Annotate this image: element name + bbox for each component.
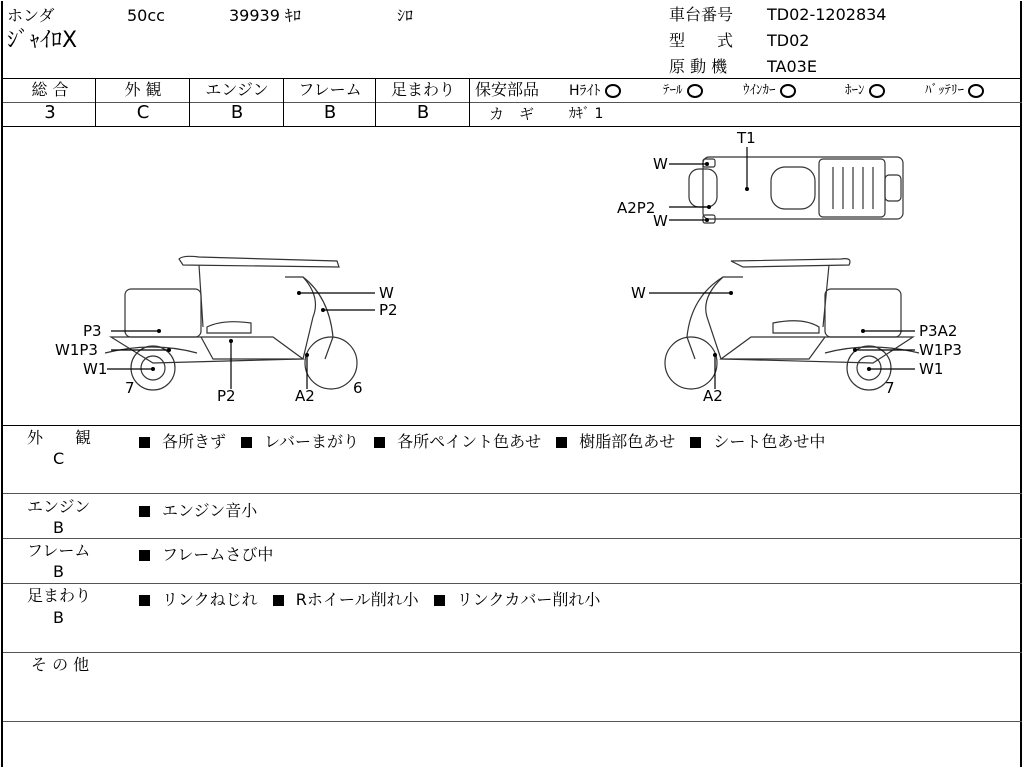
bullet-icon [139,506,150,517]
grade-engine-label: エンジン [205,80,269,99]
grade-total-label: 総 合 [31,80,69,99]
label-right-w: W [631,284,646,302]
label-right-7: 7 [885,379,895,397]
bullet-icon [241,437,252,448]
mileage: 39939 ｷﾛ [229,6,301,25]
remark-frame-items: フレームさび中 [139,542,283,565]
engine-label: 原 動 機 [669,57,728,76]
ok-circle-icon [687,84,703,98]
bullet-icon [690,437,701,448]
label-right-a2: A2 [703,387,723,405]
grade-suspension-value: B [416,102,430,123]
safety-item-horn: ﾎｰﾝ [845,82,885,100]
type: TD02 [767,31,810,50]
bullet-icon [374,437,385,448]
remark-engine-grade: B [53,518,64,537]
damage-diagram [3,127,1022,425]
grade-frame-value: B [323,102,337,123]
label-left-w: W [379,284,394,302]
bullet-icon [139,437,150,448]
remark-engine-category: エンジン [27,497,91,516]
divider [3,425,1022,426]
divider [375,78,376,126]
remark-exterior-category: 外 観 [27,428,92,447]
type-label: 型 式 [669,31,734,50]
key-value: ｶｷﾞ 1 [569,106,604,122]
remark-suspension-items: リンクねじれ Rホイール削れ小 リンクカバー削れ小 [139,587,610,610]
label-left-7: 7 [125,379,135,397]
divider [189,78,190,126]
ok-circle-icon [968,84,984,98]
model-name: ｼﾞｬｲﾛX [7,28,78,53]
label-left-6: 6 [353,379,363,397]
right-side-scooter [665,259,919,390]
grade-exterior-label: 外 観 [124,80,162,99]
bullet-icon [556,437,567,448]
divider [3,652,1022,653]
inspection-sheet [1,1,1022,767]
remark-frame-grade: B [53,562,64,581]
divider [95,78,96,126]
remark-suspension-category: 足まわり [27,586,92,605]
label-top-a2p2: A2P2 [617,199,656,217]
safety-item-tail: ﾃｰﾙ [663,82,703,100]
remark-frame-category: フレーム [27,541,91,560]
label-left-p2: P2 [379,301,398,319]
label-left-p3: P3 [83,322,102,340]
safety-item-headlight: Hﾗｲﾄ [569,82,621,100]
safety-item-winker: ｳｲﾝｶｰ [743,82,796,100]
divider [283,78,284,126]
grade-total-value: 3 [44,102,56,123]
remark-suspension-grade: B [53,608,64,627]
maker: ホンダ [7,6,55,25]
grade-engine-value: B [230,102,244,123]
frame-no-label: 車台番号 [669,5,734,24]
label-left-a2: A2 [295,387,315,405]
divider [3,721,1022,722]
divider [3,78,1022,79]
divider [3,493,1022,494]
remark-exterior-items: 各所きず レバーまがり 各所ペイント色あせ 樹脂部色あせ シート色あせ中 [139,429,835,452]
key-label: カ ギ [489,105,535,123]
remark-other-category: そ の 他 [31,655,90,674]
label-left-p2-bottom: P2 [217,387,236,405]
top-view-scooter [689,157,903,223]
bullet-icon [273,595,284,606]
label-t1: T1 [737,129,756,147]
grade-frame-label: フレーム [298,80,362,99]
remark-engine-items: エンジン音小 [139,498,267,521]
label-right-w1: W1 [919,360,944,378]
divider [469,102,1022,103]
label-top-w2: W [653,212,668,230]
grade-exterior-value: C [136,102,150,123]
bullet-icon [139,595,150,606]
label-left-w1p3: W1P3 [55,341,98,359]
frame-no: TD02-1202834 [767,5,887,24]
engine: TA03E [767,57,817,76]
color: ｼﾛ [397,6,414,25]
label-top-w1: W [653,155,668,173]
divider [3,583,1022,584]
ok-circle-icon [605,84,621,98]
safety-label: 保安部品 [475,80,540,99]
leader-lines [107,147,915,389]
ok-circle-icon [780,84,796,98]
label-right-p3a2: P3A2 [919,322,958,340]
displacement: 50cc [127,6,165,25]
bullet-icon [434,595,445,606]
bullet-icon [139,550,150,561]
remark-exterior-grade: C [53,449,65,468]
ok-circle-icon [869,84,885,98]
divider [3,538,1022,539]
grade-suspension-label: 足まわり [390,80,455,99]
safety-item-battery: ﾊﾞｯﾃﾘｰ [925,82,984,100]
label-left-w1: W1 [83,360,108,378]
divider [469,78,470,126]
label-right-w1p3: W1P3 [919,341,962,359]
